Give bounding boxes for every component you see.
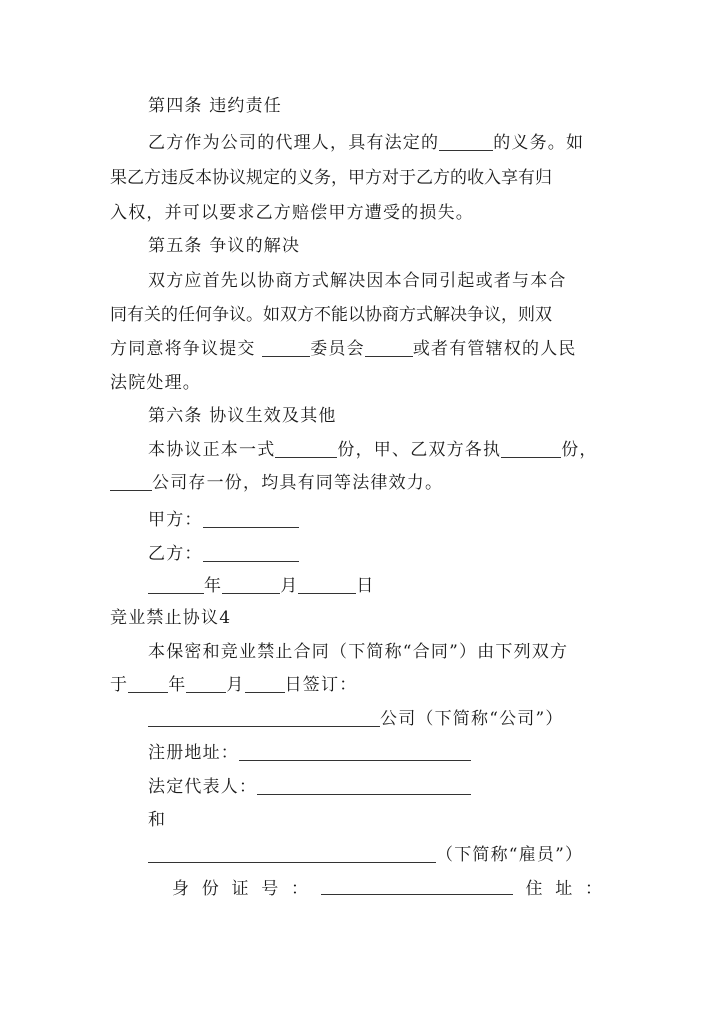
- text: 或者有管辖权的人民: [412, 339, 577, 359]
- paragraph-2-line-4: 法院处理。: [110, 373, 201, 393]
- paragraph-2-line-2: 同有关的任何争议。如双方不能以协商方式解决争议，则双: [110, 305, 552, 325]
- id-char: ：: [291, 879, 308, 899]
- text: 委员会: [310, 339, 365, 359]
- blank-line: [110, 473, 152, 491]
- text: 份，: [561, 440, 598, 460]
- legal-representative-label: 法定代表人：: [148, 777, 258, 797]
- text: 日: [356, 576, 375, 596]
- party-a-line: [148, 508, 620, 532]
- blank-line: [257, 777, 471, 795]
- article-4-heading: 第四条 违约责任: [148, 96, 283, 116]
- paragraph-3-line-1: [148, 438, 620, 462]
- section-title: 竞业禁止协议4: [110, 608, 232, 628]
- party-b-label: 乙方：: [148, 544, 203, 564]
- id-address-line: [172, 877, 602, 901]
- and-line: 和: [148, 810, 167, 830]
- text: 本协议正本一式: [148, 440, 276, 460]
- party-b-line: [148, 542, 620, 566]
- blank-line: [203, 544, 299, 562]
- text: 公司存一份，均具有同等法律效力。: [152, 473, 444, 493]
- registered-address-label: 注册地址：: [148, 743, 239, 763]
- blank-line: [148, 709, 380, 727]
- blank-line: [245, 675, 285, 693]
- text: 份，甲、乙双方各执: [337, 440, 502, 460]
- paragraph-1-line-1: [148, 131, 620, 155]
- paragraph-4-line-1: 本保密和竞业禁止合同（下简称“合同”）由下列双方: [148, 642, 569, 662]
- address-char: 址: [555, 879, 573, 899]
- text: 月: [226, 675, 245, 695]
- text: 乙方作为公司的代理人，具有法定的: [148, 133, 440, 153]
- paragraph-1-line-3: 入权，并可以要求乙方赔偿甲方遭受的损失。: [110, 203, 474, 223]
- id-char: 证: [231, 879, 249, 899]
- company-line: [148, 707, 620, 731]
- blank-line: [186, 675, 226, 693]
- id-char: 身: [172, 879, 189, 899]
- address-char: ：: [585, 879, 602, 899]
- blank-line: [439, 133, 493, 151]
- blank-line: [298, 576, 356, 594]
- text: 方同意将争议提交: [110, 339, 263, 359]
- article-6-heading: 第六条 协议生效及其他: [148, 406, 337, 426]
- employee-line: [148, 843, 620, 867]
- paragraph-4-line-2: [110, 673, 620, 697]
- signature-date: [148, 574, 620, 598]
- blank-line: [275, 440, 337, 458]
- text: 日签订：: [284, 675, 358, 695]
- paragraph-3-line-2: [110, 471, 620, 495]
- id-char: 份: [201, 879, 219, 899]
- article-5-heading: 第五条 争议的解决: [148, 236, 301, 256]
- text: 月: [280, 576, 299, 596]
- company-suffix: 公司（下简称“公司”）: [380, 709, 564, 729]
- id-char: 号: [261, 879, 279, 899]
- employee-suffix: （下简称“雇员”）: [436, 845, 584, 865]
- blank-line: [222, 576, 280, 594]
- blank-line: [128, 675, 168, 693]
- registered-address-line: [148, 741, 620, 765]
- legal-representative-line: [148, 775, 620, 799]
- blank-line: [239, 743, 471, 761]
- blank-line: [203, 510, 299, 528]
- blank-line: [501, 440, 561, 458]
- text: 的义务。如: [493, 133, 585, 153]
- text: 年: [168, 675, 187, 695]
- blank-line: [321, 877, 513, 895]
- paragraph-2-line-3: [110, 337, 620, 361]
- blank-line: [148, 576, 204, 594]
- blank-line: [262, 339, 310, 357]
- party-a-label: 甲方：: [148, 510, 203, 530]
- text: 于: [110, 675, 129, 695]
- blank-line: [365, 339, 413, 357]
- text: 年: [204, 576, 223, 596]
- address-char: 住: [525, 879, 543, 899]
- paragraph-1-line-2: 果乙方违反本协议规定的义务，甲方对于乙方的收入享有归: [110, 168, 552, 188]
- blank-line: [148, 845, 436, 863]
- paragraph-2-line-1: 双方应首先以协商方式解决因本合同引起或者与本合: [148, 271, 567, 291]
